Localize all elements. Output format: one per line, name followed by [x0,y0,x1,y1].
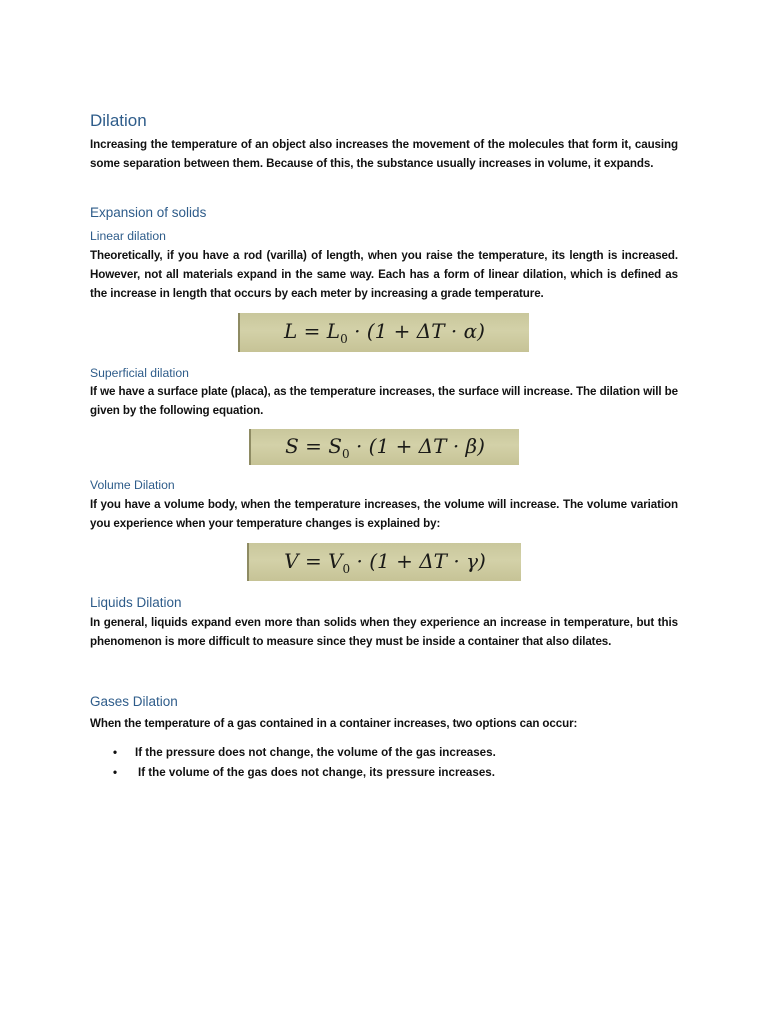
bullet-icon: • [113,766,118,779]
volume-formula: $V = V_0 \cdot (1 + \Delta T \cdot \gamma)$ [284,548,486,576]
subheading-linear-dilation: Linear dilation [90,229,166,243]
section-heading-gases: Gases Dilation [90,694,178,709]
linear-dilation-paragraph: Theoretically, if you have a rod (varilla) of length, when you raise the temperature, its length is increased. However, not all materials expand in the same way. Each has a form of linear dilation, which is defined as the increase in length that occurs by each meter by increasing a grade temperature. [90,249,678,300]
superficial-formula: $S = S_0 \cdot (1 + \Delta T \cdot \beta)$ [285,433,485,461]
volume-dilation-paragraph: If you have a volume body, when the temperature increases, the volume will increase. The volume variation you experience when your temperature changes is explained by: [90,498,678,530]
volume-formula-image [247,543,521,581]
list-item-text: If the pressure does not change, the volume of the gas increases. [135,746,496,759]
gases-bullet-list [90,743,678,783]
intro-paragraph: Increasing the temperature of an object also increases the movement of the molecules that form it, causing some separation between them. Because of this, the substance usually increases in volume, it expands. [90,138,678,170]
list-item-text: If the volume of the gas does not change, its pressure increases. [138,766,495,779]
subheading-volume-dilation: Volume Dilation [90,478,175,492]
linear-formula: $L = L_0 \cdot (1 + \Delta T \cdot \alpha)$ [284,319,485,346]
list-item [90,743,678,763]
gases-paragraph: When the temperature of a gas contained in a container increases, two options can occur: [90,717,578,730]
superficial-formula-image [249,429,519,465]
section-heading-liquids: Liquids Dilation [90,595,182,610]
liquids-paragraph: In general, liquids expand even more than solids when they experience an increase in temperature, but this phenomenon is more difficult to measure since they must be inside a container that also dilates. [90,616,678,648]
list-item [90,763,678,783]
superficial-dilation-paragraph: If we have a surface plate (placa), as the temperature increases, the surface will increase. The dilation will be given by the following equation. [90,385,678,417]
page-title: Dilation [90,111,147,130]
bullet-icon: • [113,746,118,759]
section-heading-solids: Expansion of solids [90,205,207,220]
linear-formula-image [238,313,529,352]
subheading-superficial-dilation: Superficial dilation [90,366,189,380]
